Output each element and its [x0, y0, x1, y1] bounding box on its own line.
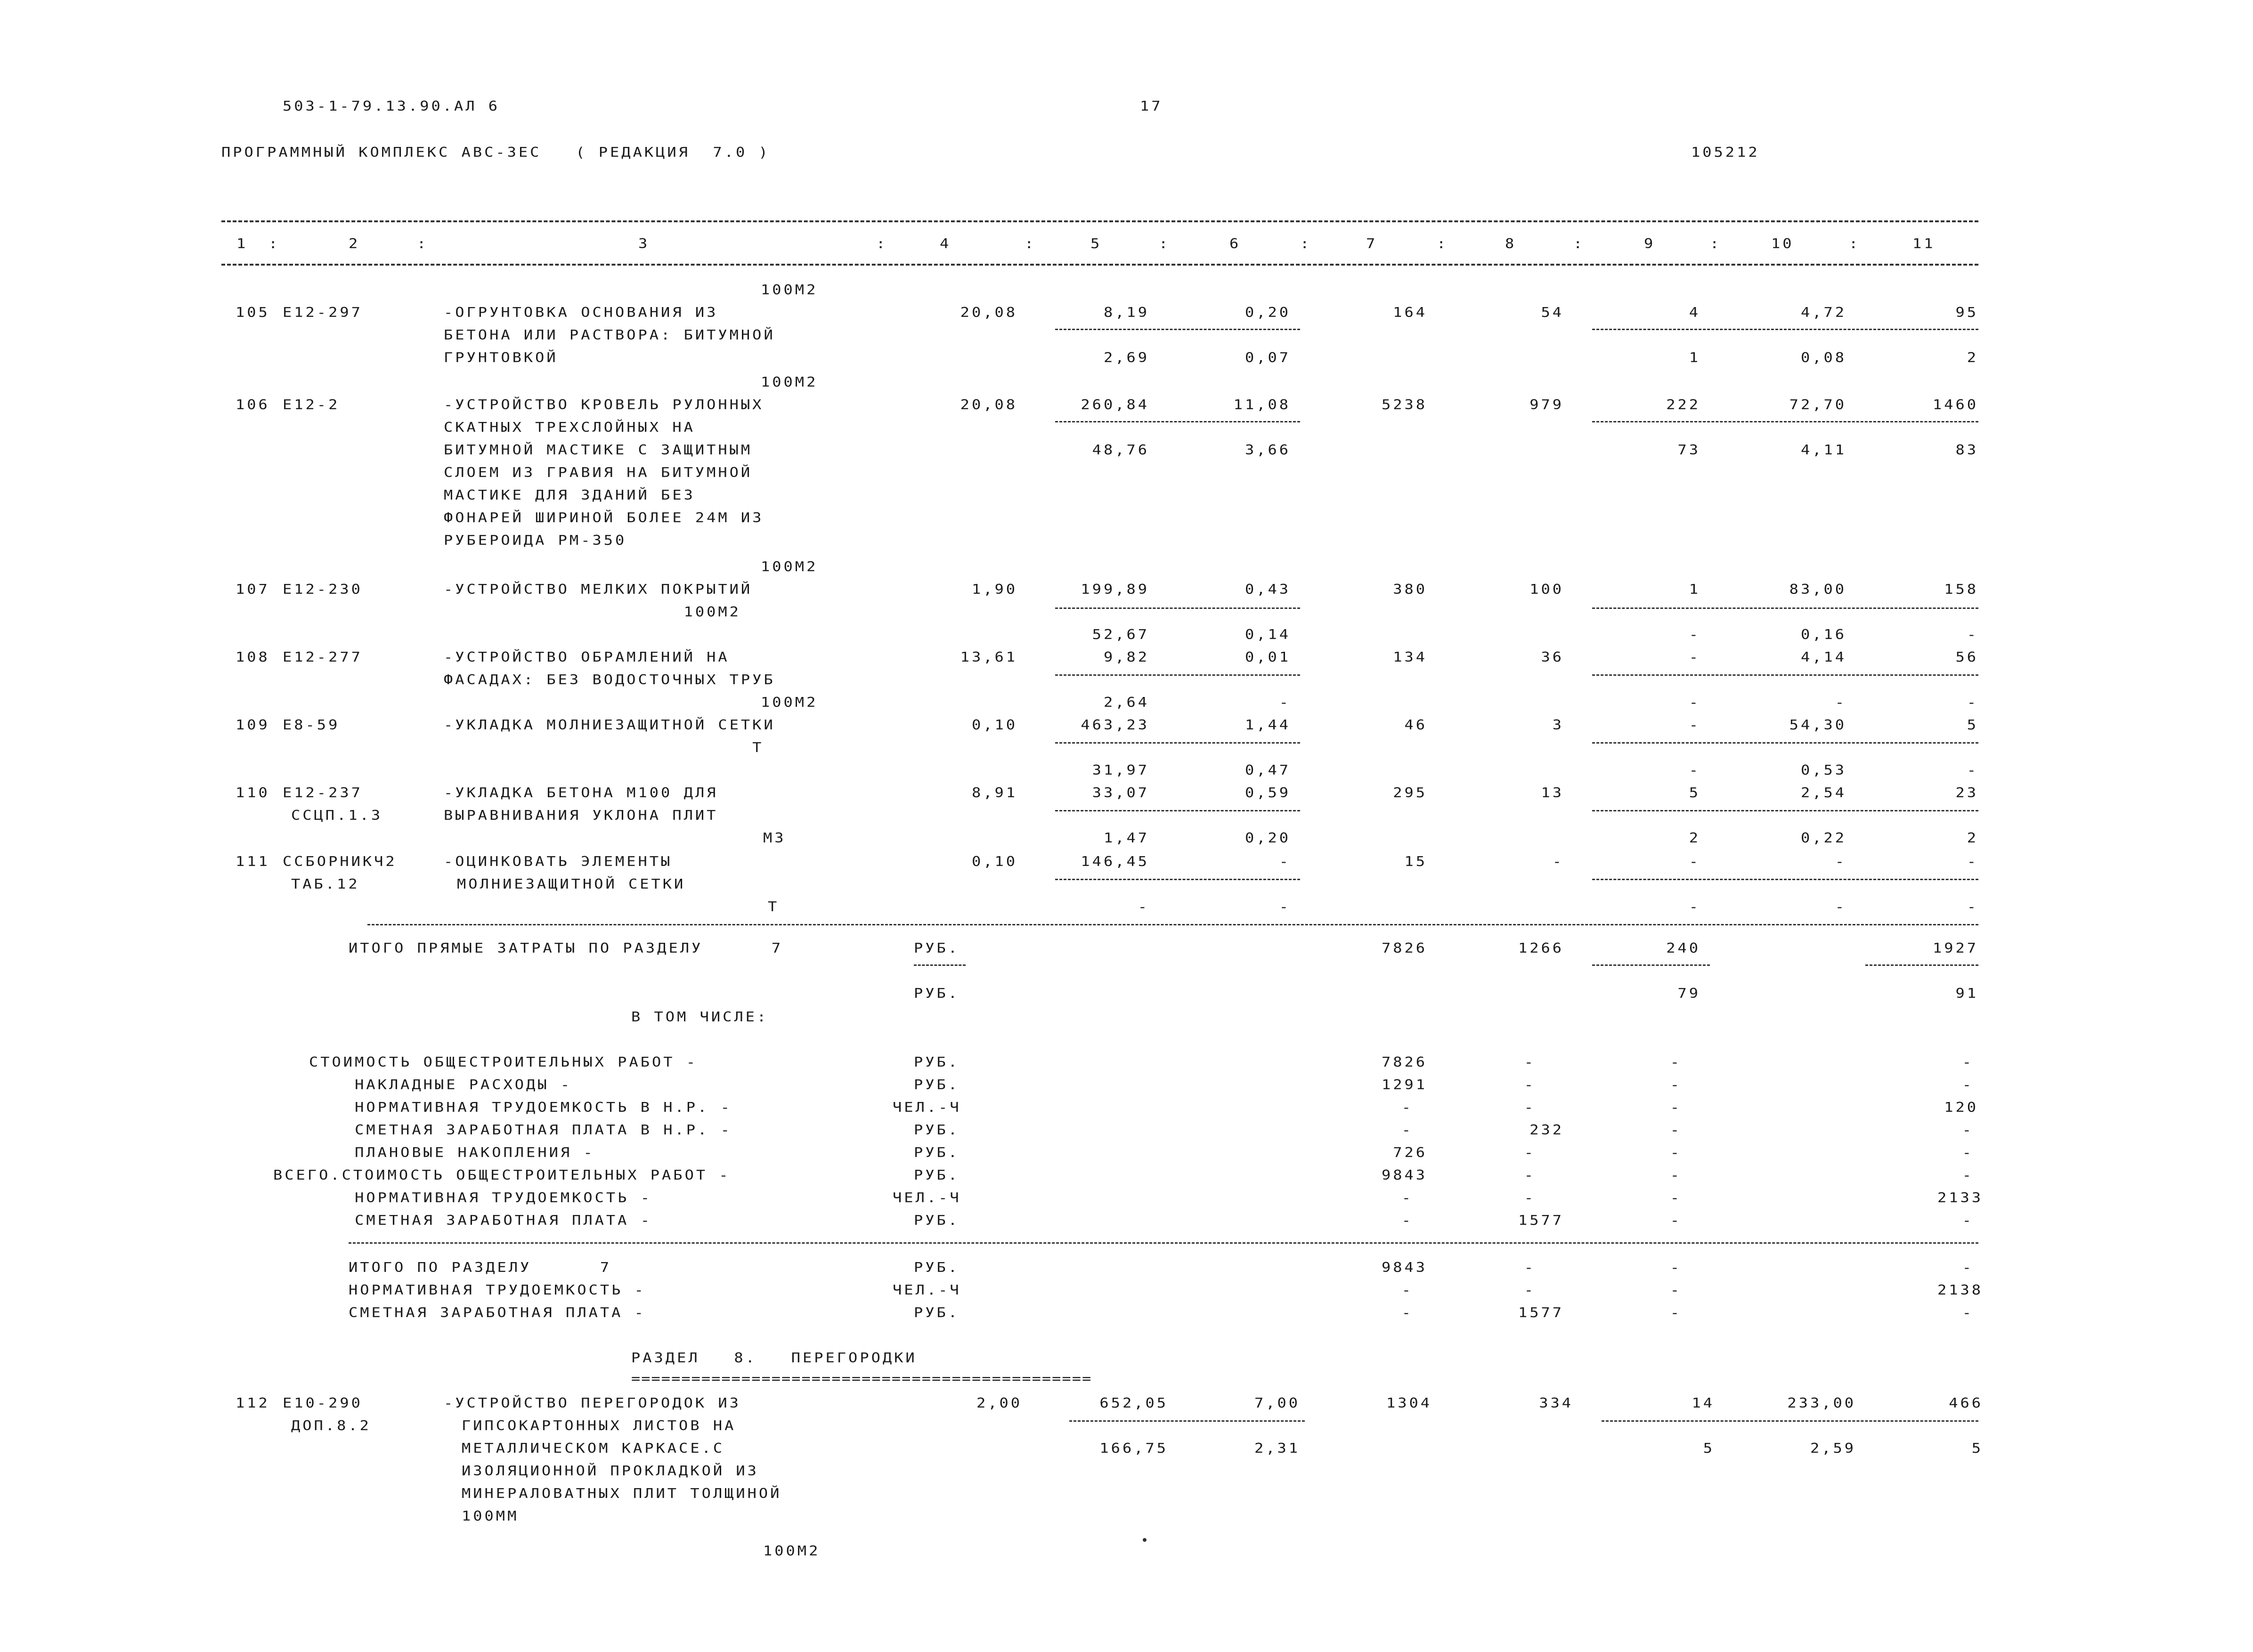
cell-sub-col11: 83: [1955, 442, 1978, 458]
row-number: 110: [236, 785, 270, 801]
cell-sub-col11: -: [1967, 762, 1978, 778]
col-sep: :: [1573, 235, 1585, 252]
cell-sub-col5: 2,69: [1103, 349, 1149, 366]
cell-col7: 9843: [1381, 1259, 1427, 1276]
cell-sub-col9: -: [1689, 762, 1700, 778]
breakdown-label: НОРМАТИВНАЯ ТРУДОЕМКОСТЬ -: [309, 1190, 652, 1206]
cell-col8: -: [1524, 1282, 1536, 1298]
cell-col9: 1: [1689, 581, 1700, 598]
rate-code: ССБОРНИКЧ2: [283, 853, 397, 870]
col-sep: :: [1300, 235, 1312, 252]
cell-sub-col9: 73: [1677, 442, 1700, 458]
work-description-line: ИЗОЛЯЦИОННОЙ ПРОКЛАДКОЙ ИЗ: [462, 1463, 759, 1479]
table-header-rule: [221, 264, 1978, 266]
cell-col6: 0,43: [1244, 581, 1291, 598]
cell-unit-cost: 652,05: [1099, 1395, 1168, 1411]
cell-unit-cost: 199,89: [1081, 581, 1149, 598]
cell-col7: 134: [1393, 649, 1427, 665]
cell-col8: 1577: [1518, 1304, 1564, 1321]
cell-col7: 46: [1404, 717, 1427, 733]
work-description-line: -ОГРУНТОВКА ОСНОВАНИЯ ИЗ: [444, 304, 718, 321]
work-description-line: МОЛНИЕЗАЩИТНОЙ СЕТКИ: [457, 876, 686, 892]
cell-quantity: 8,91: [971, 785, 1017, 801]
cell-col10: 83,00: [1789, 581, 1846, 598]
col-header-4: 4: [940, 235, 952, 252]
unit-label: Т: [768, 899, 780, 915]
col-sep: :: [1159, 235, 1171, 252]
cell-col11: -: [1967, 853, 1978, 870]
work-description-line: МИНЕРАЛОВАТНЫХ ПЛИТ ТОЛЩИНОЙ: [462, 1485, 782, 1502]
cell-col11: 23: [1955, 785, 1978, 801]
breakdown-label: СМЕТНАЯ ЗАРАБОТНАЯ ПЛАТА В Н.Р. -: [309, 1122, 732, 1138]
cell-col9: -: [1670, 1212, 1682, 1229]
col-sep: :: [417, 235, 429, 252]
cell-col10: 54,30: [1789, 717, 1846, 733]
sub-rule: [1592, 879, 1978, 880]
col-header-3: 3: [638, 235, 650, 252]
row-number: 106: [236, 397, 270, 413]
cell-col7: 295: [1393, 785, 1427, 801]
cell-col11: 56: [1955, 649, 1978, 665]
cell-sub-col6: -: [1279, 899, 1291, 915]
sub-rule: [1602, 1420, 1978, 1422]
col-sep: :: [1849, 235, 1861, 252]
cell-sub-col11: 5: [1971, 1440, 1983, 1457]
cell-col8: -: [1524, 1077, 1536, 1093]
rate-code: Е12-230: [283, 581, 363, 598]
section-total-label: ИТОГО ПО РАЗДЕЛУ 7: [349, 1259, 612, 1276]
cell-col11: 466: [1949, 1395, 1983, 1411]
cell-col9: -: [1670, 1077, 1682, 1093]
cell-col11: -: [1962, 1054, 1974, 1070]
cell-sub-col6: 0,14: [1244, 626, 1291, 643]
cell-col8: -: [1524, 1190, 1536, 1206]
work-description-line: -ОЦИНКОВАТЬ ЭЛЕМЕНТЫ: [444, 853, 673, 870]
cell-sub-col10: 0,16: [1800, 626, 1846, 643]
rate-code-secondary: ТАБ.12: [291, 876, 360, 892]
cell-sub-col11: -: [1967, 626, 1978, 643]
rate-code: Е10-290: [283, 1395, 363, 1411]
cell-col8: 3: [1552, 717, 1564, 733]
col-sep: :: [268, 235, 280, 252]
breakdown-label: СМЕТНАЯ ЗАРАБОТНАЯ ПЛАТА -: [309, 1212, 652, 1229]
cell-col10: 72,70: [1789, 397, 1846, 413]
sub-rule: [1865, 964, 1978, 966]
cell-col11: 158: [1944, 581, 1978, 598]
cell-sub-col9: 5: [1703, 1440, 1715, 1457]
cell-col8: -: [1524, 1099, 1536, 1116]
cell-col10: 233,00: [1787, 1395, 1856, 1411]
section-total-unit: РУБ.: [914, 1304, 960, 1321]
col-header-8: 8: [1505, 235, 1517, 252]
cell-col7: -: [1401, 1304, 1413, 1321]
cell-col7: 726: [1393, 1144, 1427, 1161]
cell-sub-col5: 48,76: [1092, 442, 1149, 458]
cell-unit-cost: 8,19: [1103, 304, 1149, 321]
cell-col7: 1304: [1386, 1395, 1432, 1411]
cell-col7: -: [1401, 1282, 1413, 1298]
breakdown-unit: ЧЕЛ.-Ч: [893, 1099, 961, 1116]
cell-col8: 54: [1541, 304, 1564, 321]
rate-code: Е12-297: [283, 304, 363, 321]
cell-sub-col9: 1: [1689, 349, 1700, 366]
cell-quantity: 0,10: [971, 853, 1017, 870]
cell-col9: 14: [1692, 1395, 1715, 1411]
work-description-line: ФОНАРЕЙ ШИРИНОЙ БОЛЕЕ 24М ИЗ: [444, 510, 764, 526]
cell-sub-col5: 2,64: [1103, 694, 1149, 711]
cell-sub-col6: 0,20: [1244, 830, 1291, 846]
cell-col9: -: [1689, 717, 1700, 733]
col-sep: :: [1710, 235, 1722, 252]
cell-col9: -: [1670, 1122, 1682, 1138]
cell-col7: 5238: [1381, 397, 1427, 413]
work-description-line: БИТУМНОЙ МАСТИКЕ С ЗАЩИТНЫМ: [444, 442, 753, 458]
sub-rule: [1069, 1420, 1305, 1422]
cell-sub-col10: -: [1835, 694, 1846, 711]
cell-quantity: 0,10: [971, 717, 1017, 733]
unit-label: 100М2: [761, 559, 818, 575]
cell-unit-cost: 146,45: [1081, 853, 1149, 870]
unit-label: 100М2: [761, 374, 818, 390]
cell-sub-col11: -: [1967, 899, 1978, 915]
cell-col8: 100: [1529, 581, 1564, 598]
cell-col6: 0,01: [1244, 649, 1291, 665]
cell-sub-col5: 1,47: [1103, 830, 1149, 846]
unit-label: М3: [763, 830, 786, 846]
cell-sub-col9: -: [1689, 626, 1700, 643]
cell-sub-col5: 31,97: [1092, 762, 1149, 778]
breakdown-unit: РУБ.: [914, 1054, 960, 1070]
cell-col8: -: [1552, 853, 1564, 870]
col-sep: :: [1025, 235, 1036, 252]
total-unit: РУБ.: [914, 940, 960, 956]
cell-col8: 36: [1541, 649, 1564, 665]
work-description-line: -УКЛАДКА МОЛНИЕЗАЩИТНОЙ СЕТКИ: [444, 717, 775, 733]
cell-col8: -: [1524, 1259, 1536, 1276]
row-number: 109: [236, 717, 270, 733]
row-number: 111: [236, 853, 270, 870]
col-header-11: 11: [1912, 235, 1936, 252]
cell-unit-cost: 33,07: [1092, 785, 1149, 801]
document-code: 503-1-79.13.90.АЛ 6: [283, 98, 500, 114]
including-label: В ТОМ ЧИСЛЕ:: [631, 1009, 769, 1025]
cell-col9: -: [1689, 853, 1700, 870]
col-sep: :: [1437, 235, 1448, 252]
cell-col7: 1291: [1381, 1077, 1427, 1093]
section-title-underline: ==============================================: [631, 1370, 1092, 1387]
col-header-2: 2: [349, 235, 360, 252]
sub-rule: [1592, 607, 1978, 609]
sub-rule: [1592, 421, 1978, 422]
cell-col7: 15: [1404, 853, 1427, 870]
section-rule: [367, 924, 1978, 925]
col-header-1: 1: [236, 235, 248, 252]
cell-col10: 2,54: [1800, 785, 1846, 801]
cell-col9: -: [1670, 1167, 1682, 1183]
sub-rule: [914, 964, 966, 966]
work-description-line: БЕТОНА ИЛИ РАСТВОРА: БИТУМНОЙ: [444, 327, 775, 343]
sub-rule: [1055, 810, 1300, 811]
cell-col7: -: [1401, 1212, 1413, 1229]
sub-rule: [1055, 879, 1300, 880]
section-total-label: СМЕТНАЯ ЗАРАБОТНАЯ ПЛАТА -: [349, 1304, 646, 1321]
sub-rule: [1592, 329, 1978, 330]
col-header-10: 10: [1771, 235, 1794, 252]
cell-sub-col6: 0,07: [1244, 349, 1291, 366]
cell-sub-col10: 0,08: [1800, 349, 1846, 366]
total-unit: РУБ.: [914, 985, 960, 1002]
rate-code-secondary: ДОП.8.2: [291, 1417, 371, 1434]
sub-rule: [1055, 742, 1300, 744]
cell-sub-col10: 0,22: [1800, 830, 1846, 846]
rate-code-secondary: ССЦП.1.3: [291, 807, 383, 824]
work-description-line: МЕТАЛЛИЧЕСКОМ КАРКАСЕ.С: [462, 1440, 725, 1457]
breakdown-unit: РУБ.: [914, 1167, 960, 1183]
cell-col11: 120: [1944, 1099, 1978, 1116]
cell-sub-col6: 3,66: [1244, 442, 1291, 458]
section-total-label: НОРМАТИВНАЯ ТРУДОЕМКОСТЬ -: [349, 1282, 646, 1298]
cell-col7: -: [1401, 1122, 1413, 1138]
sub-rule: [1055, 329, 1300, 330]
cell-sub-col11: -: [1967, 694, 1978, 711]
cell-col11: 95: [1955, 304, 1978, 321]
breakdown-label: СТОИМОСТЬ ОБЩЕСТРОИТЕЛЬНЫХ РАБОТ -: [309, 1054, 698, 1070]
cell-sub-col5: 166,75: [1099, 1440, 1168, 1457]
work-description-line: -УСТРОЙСТВО КРОВЕЛЬ РУЛОННЫХ: [444, 397, 764, 413]
row-number: 108: [236, 649, 270, 665]
row-number: 112: [236, 1395, 270, 1411]
col-header-7: 7: [1366, 235, 1378, 252]
cell-quantity: 2,00: [976, 1395, 1022, 1411]
cell-unit-cost: 463,23: [1081, 717, 1149, 733]
cell-col9: -: [1670, 1304, 1682, 1321]
col-header-6: 6: [1229, 235, 1241, 252]
cell-col9: -: [1670, 1282, 1682, 1298]
cell-col11: -: [1962, 1077, 1974, 1093]
cell-col11: -: [1962, 1167, 1974, 1183]
cell-col9: 240: [1666, 940, 1700, 956]
cell-col9: -: [1670, 1099, 1682, 1116]
unit-label: 100М2: [763, 1543, 821, 1559]
col-header-9: 9: [1644, 235, 1656, 252]
cell-col11: -: [1962, 1304, 1974, 1321]
cell-unit-cost: 9,82: [1103, 649, 1149, 665]
cell-col9: 4: [1689, 304, 1700, 321]
cell-col11: -: [1962, 1259, 1974, 1276]
work-description-line: 100М2: [444, 604, 741, 620]
breakdown-label: НАКЛАДНЫЕ РАСХОДЫ -: [309, 1077, 572, 1093]
cell-col11: 2138: [1937, 1282, 1983, 1298]
work-description-line: ФАСАДАХ: БЕЗ ВОДОСТОЧНЫХ ТРУБ: [444, 672, 775, 688]
cell-col7: 164: [1393, 304, 1427, 321]
work-description-line: ГИПСОКАРТОННЫХ ЛИСТОВ НА: [462, 1417, 736, 1434]
breakdown-unit: РУБ.: [914, 1077, 960, 1093]
cell-col8: 979: [1529, 397, 1564, 413]
cell-col6: 0,20: [1244, 304, 1291, 321]
cell-col7: -: [1401, 1190, 1413, 1206]
cell-col6: 1,44: [1244, 717, 1291, 733]
cell-col11: 1927: [1932, 940, 1978, 956]
cell-col7: -: [1401, 1099, 1413, 1116]
cell-col11: 1460: [1932, 397, 1978, 413]
cell-col9: 222: [1666, 397, 1700, 413]
cell-col7: 9843: [1381, 1167, 1427, 1183]
col-header-5: 5: [1090, 235, 1102, 252]
cell-col6: 11,08: [1233, 397, 1291, 413]
cell-col11: -: [1962, 1122, 1974, 1138]
work-description-line: -УСТРОЙСТВО МЕЛКИХ ПОКРЫТИЙ: [444, 581, 753, 598]
cell-quantity: 20,08: [960, 304, 1017, 321]
col-sep: :: [876, 235, 888, 252]
sub-rule: [1592, 964, 1710, 966]
unit-label: 100М2: [761, 694, 818, 711]
cell-sub-col9: 79: [1677, 985, 1700, 1002]
cell-col8: 1577: [1518, 1212, 1564, 1229]
breakdown-unit: РУБ.: [914, 1144, 960, 1161]
cell-col11: -: [1962, 1212, 1974, 1229]
breakdown-label: НОРМАТИВНАЯ ТРУДОЕМКОСТЬ В Н.Р. -: [309, 1099, 732, 1116]
work-description-line: -УСТРОЙСТВО ОБРАМЛЕНИЙ НА: [444, 649, 730, 665]
cell-col6: 0,59: [1244, 785, 1291, 801]
cell-quantity: 20,08: [960, 397, 1017, 413]
sub-rule: [1592, 810, 1978, 811]
cell-col8: -: [1524, 1167, 1536, 1183]
cell-col11: 2133: [1937, 1190, 1983, 1206]
cell-unit-cost: 260,84: [1081, 397, 1149, 413]
breakdown-unit: ЧЕЛ.-Ч: [893, 1190, 961, 1206]
cell-sub-col9: -: [1689, 899, 1700, 915]
unit-label: 100М2: [761, 282, 818, 298]
cell-sub-col9: -: [1689, 694, 1700, 711]
cell-sub-col5: -: [1138, 899, 1149, 915]
cell-col9: -: [1670, 1190, 1682, 1206]
sub-rule: [1055, 607, 1300, 609]
cell-col8: 1266: [1518, 940, 1564, 956]
section-title: РАЗДЕЛ 8. ПЕРЕГОРОДКИ: [631, 1350, 917, 1366]
cell-col7: 7826: [1381, 1054, 1427, 1070]
cell-quantity: 13,61: [960, 649, 1017, 665]
cell-col10: 4,72: [1800, 304, 1846, 321]
cell-quantity: 1,90: [971, 581, 1017, 598]
cell-sub-col5: 52,67: [1092, 626, 1149, 643]
section-total-unit: РУБ.: [914, 1259, 960, 1276]
section-total-unit: ЧЕЛ.-Ч: [893, 1282, 961, 1298]
work-description-line: РУБЕРОИДА РМ-350: [444, 532, 627, 549]
cell-col8: 13: [1541, 785, 1564, 801]
cell-sub-col11: 2: [1967, 830, 1978, 846]
cell-col6: 7,00: [1254, 1395, 1300, 1411]
work-description-line: -УКЛАДКА БЕТОНА М100 ДЛЯ: [444, 785, 718, 801]
work-description-line: СКАТНЫХ ТРЕХСЛОЙНЫХ НА: [444, 419, 695, 436]
sub-rule: [1592, 674, 1978, 676]
work-description-line: МАСТИКЕ ДЛЯ ЗДАНИЙ БЕЗ: [444, 487, 695, 503]
breakdown-unit: РУБ.: [914, 1122, 960, 1138]
cell-sub-col10: 2,59: [1810, 1440, 1856, 1457]
cell-sub-col6: 2,31: [1254, 1440, 1300, 1457]
work-description-line: СЛОЕМ ИЗ ГРАВИЯ НА БИТУМНОЙ: [444, 464, 753, 481]
sub-rule: [1055, 421, 1300, 422]
header-code-right: 105212: [1691, 144, 1760, 161]
rate-code: Е8-59: [283, 717, 340, 733]
work-description-line: ВЫРАВНИВАНИЯ УКЛОНА ПЛИТ: [444, 807, 718, 824]
section-rule: [349, 1242, 1978, 1244]
cell-sub-col10: 0,53: [1800, 762, 1846, 778]
cell-col9: -: [1670, 1054, 1682, 1070]
work-description-line: ГРУНТОВКОЙ: [444, 349, 558, 366]
cell-col8: -: [1524, 1054, 1536, 1070]
cell-sub-col10: 4,11: [1800, 442, 1846, 458]
cell-sub-col6: 0,47: [1244, 762, 1291, 778]
cell-col9: -: [1670, 1259, 1682, 1276]
cell-col9: -: [1670, 1144, 1682, 1161]
stray-mark: [1143, 1538, 1147, 1542]
cell-sub-col6: -: [1279, 694, 1291, 711]
cell-sub-col9: 2: [1689, 830, 1700, 846]
breakdown-unit: РУБ.: [914, 1212, 960, 1229]
row-number: 107: [236, 581, 270, 598]
cell-col7: 7826: [1381, 940, 1427, 956]
cell-col11: 5: [1967, 717, 1978, 733]
work-description-line: -УСТРОЙСТВО ПЕРЕГОРОДОК ИЗ: [444, 1395, 741, 1411]
cell-sub-col11: 2: [1967, 349, 1978, 366]
cell-col8: 334: [1539, 1395, 1573, 1411]
program-title: ПРОГРАММНЫЙ КОМПЛЕКС АВС-ЗЕС ( РЕДАКЦИЯ 7.0 ): [221, 144, 770, 161]
table-top-rule: [221, 220, 1978, 222]
page-number: 17: [1140, 98, 1163, 114]
work-description-line: Т: [444, 739, 764, 756]
work-description-line: 100ММ: [462, 1508, 519, 1524]
cell-col7: 380: [1393, 581, 1427, 598]
cell-col8: -: [1524, 1144, 1536, 1161]
cell-col9: 5: [1689, 785, 1700, 801]
cell-col8: 232: [1529, 1122, 1564, 1138]
cell-col10: 4,14: [1800, 649, 1846, 665]
rate-code: Е12-2: [283, 397, 340, 413]
row-number: 105: [236, 304, 270, 321]
cell-sub-col11: 91: [1955, 985, 1978, 1002]
cell-col11: -: [1962, 1144, 1974, 1161]
cell-col6: -: [1279, 853, 1291, 870]
breakdown-label: ВСЕГО.СТОИМОСТЬ ОБЩЕСТРОИТЕЛЬНЫХ РАБОТ -: [273, 1167, 731, 1183]
total-label: ИТОГО ПРЯМЫЕ ЗАТРАТЫ ПО РАЗДЕЛУ 7: [349, 940, 783, 956]
rate-code: Е12-237: [283, 785, 363, 801]
sub-rule: [1055, 674, 1300, 676]
rate-code: Е12-277: [283, 649, 363, 665]
cell-col9: -: [1689, 649, 1700, 665]
breakdown-label: ПЛАНОВЫЕ НАКОПЛЕНИЯ -: [309, 1144, 595, 1161]
sub-rule: [1592, 742, 1978, 744]
cell-sub-col10: -: [1835, 899, 1846, 915]
cell-col10: -: [1835, 853, 1846, 870]
